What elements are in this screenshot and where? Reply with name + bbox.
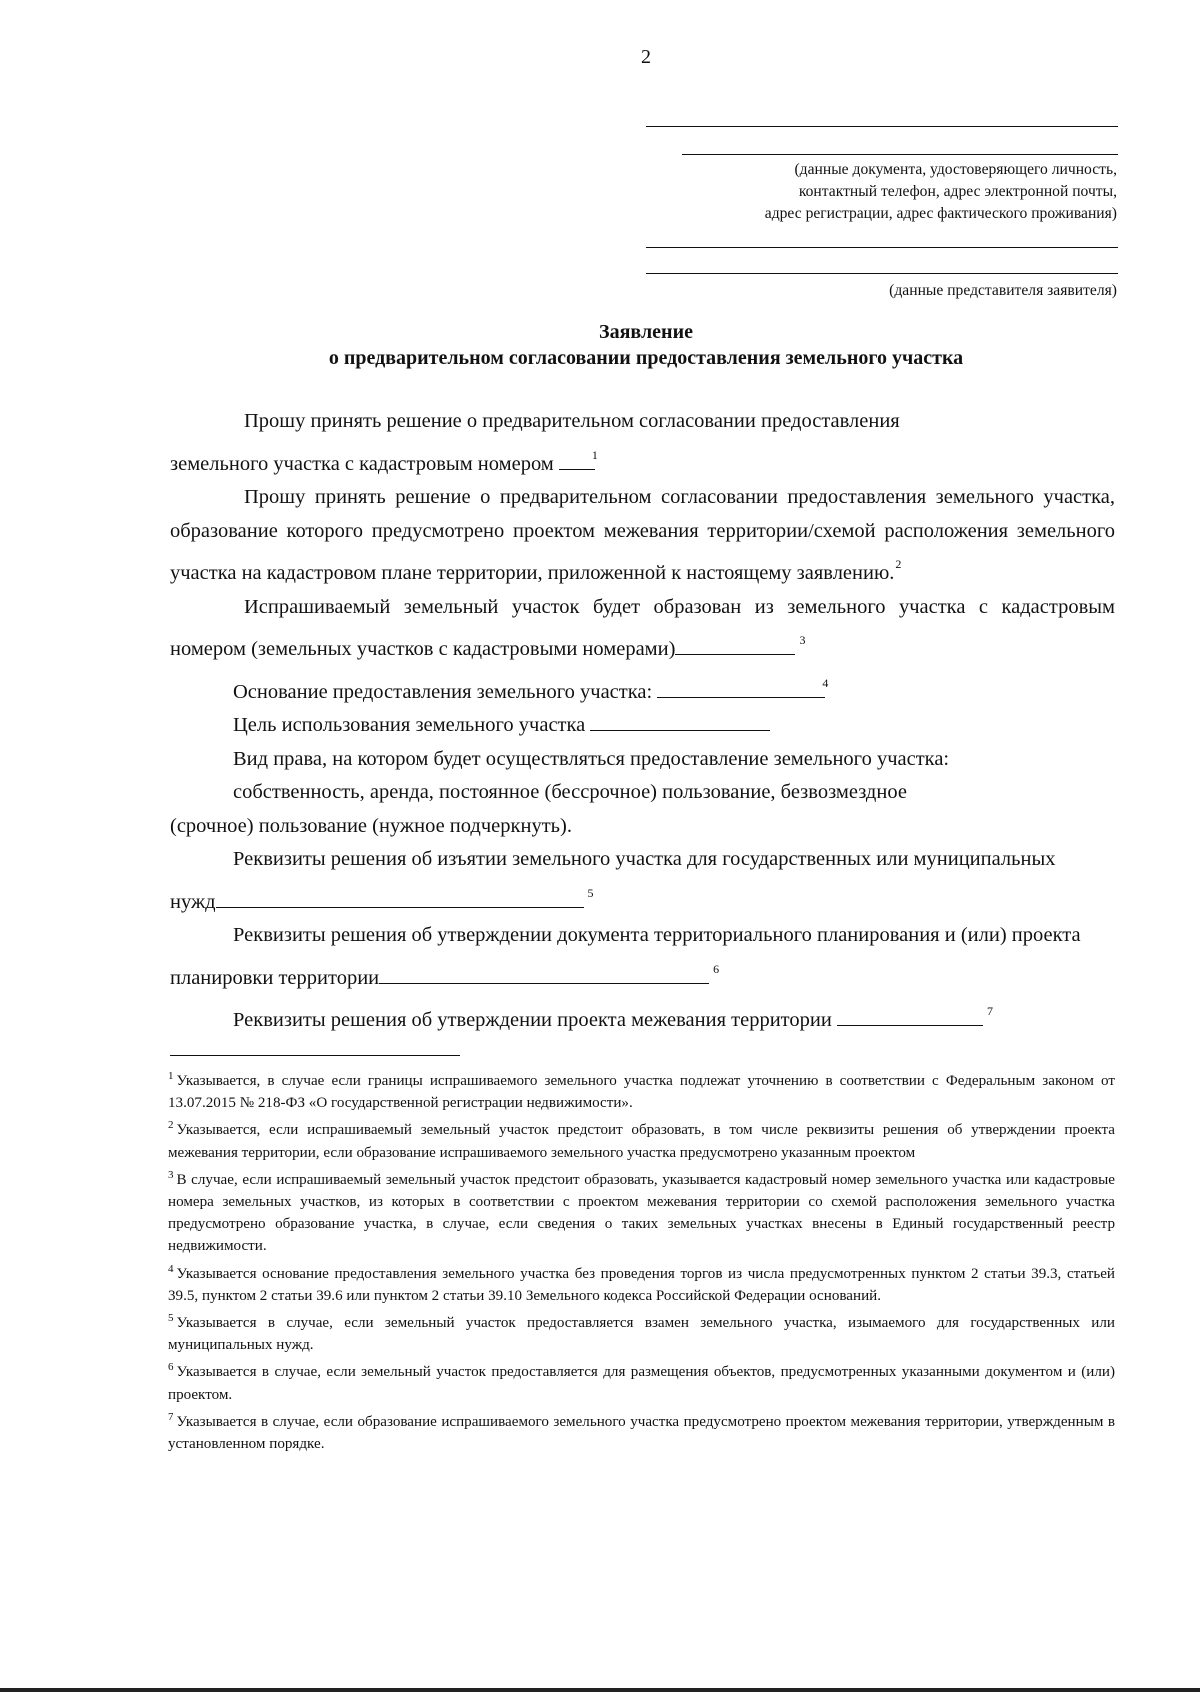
p5-text: Цель использования земельного участка xyxy=(233,714,586,736)
footnote-ref-4: 4 xyxy=(822,675,829,690)
source-parcels-field[interactable] xyxy=(675,634,795,655)
paragraph-cadastral-request xyxy=(170,405,1115,481)
applicant-note-line: адрес регистрации, адрес фактического проживания) xyxy=(764,205,1117,222)
paragraph-purpose xyxy=(170,709,1115,743)
paragraph-right-type xyxy=(170,743,1115,777)
footnote-mark: 2 xyxy=(168,1119,174,1132)
paragraph-withdrawal xyxy=(170,843,1115,919)
application-body xyxy=(170,405,1115,1038)
p9-text: Реквизиты решения об утверждении документа территориального планирования и (или) проекта планировки территории xyxy=(170,924,1081,989)
representative-blank-line-2[interactable] xyxy=(646,273,1118,274)
p1-line2: земельного участка с кадастровым номером xyxy=(170,452,554,475)
footnote-mark: 1 xyxy=(168,1070,174,1082)
p7-text[interactable]: собственность, аренда, постоянное (бессрочное) пользование, безвозмездное (срочное) пользование (нужное подчеркнуть). xyxy=(170,781,907,837)
footnote-text: Указывается, в случае если границы испрашиваемого земельного участка подлежат уточнению в соответствии с Федеральным законом от 13.07.2015 № 218-ФЗ «О государственной регистрации недвижимости». xyxy=(168,1073,1115,1112)
scan-bottom-edge xyxy=(0,1688,1200,1692)
p8-text: Реквизиты решения об изъятии земельного участка для государственных или муниципальных нужд xyxy=(170,848,1056,913)
paragraph-planning-document xyxy=(170,919,1115,995)
footnote xyxy=(168,1406,1115,1455)
footnote xyxy=(168,1114,1115,1163)
footnote-text: Указывается в случае, если земельный участок предоставляется взамен земельного участка, изымаемого для государственных или муниципальных нужд. xyxy=(168,1315,1115,1354)
title-line-2: о предварительном согласовании предоставления земельного участка xyxy=(328,347,964,369)
paragraph-right-options[interactable] xyxy=(170,776,1115,843)
paragraph-source-parcels xyxy=(170,591,1115,667)
footnote xyxy=(168,1258,1115,1307)
title-line-1: Заявление xyxy=(599,321,693,343)
document-title xyxy=(170,319,1122,371)
paragraph-formation-request xyxy=(170,481,1115,591)
footnote-mark: 7 xyxy=(168,1410,174,1423)
p3-text: Испрашиваемый земельный участок будет образован из земельного участка с кадастровым номером (земельных участков с кадастровыми номерами) xyxy=(170,595,1115,660)
basis-field[interactable] xyxy=(657,677,825,698)
applicant-note xyxy=(637,159,1117,225)
footnote-ref-2: 2 xyxy=(895,557,902,571)
paragraph-basis xyxy=(170,667,1115,710)
footnotes xyxy=(168,1065,1115,1455)
footnote-text: Указывается, если испрашиваемый земельный участок предстоит образовать, в том числе реквизиты решения об утверждении проекта межевания территории, если образование испрашиваемого земельного участка предусмотрено указанным проектом xyxy=(168,1122,1115,1161)
footnote xyxy=(168,1356,1115,1405)
applicant-blank-line-1[interactable] xyxy=(646,126,1118,127)
footnote-separator xyxy=(170,1055,460,1056)
footnote-text: Указывается основание предоставления земельного участка без проведения торгов из числа предусмотренных пунктом 2 статьи 39.3, статьей 39.5, пунктом 2 статьи 39.6 или пунктом 2 статьи 39.10 Земельного кодекса Российской Федерации оснований. xyxy=(168,1265,1115,1304)
withdrawal-details-field[interactable] xyxy=(216,887,584,908)
footnote-text: Указывается в случае, если земельный участок предоставляется для размещения объектов, предусмотренных указанными документом и (или) проектом. xyxy=(168,1364,1115,1403)
footnote-ref-5: 5 xyxy=(587,885,594,900)
p2-text: Прошу принять решение о предварительном согласовании предоставления земельного участка, образование которого предусмотрено проектом межевания территории/схемой расположения земельного участка на кадастровом плане территории, приложенной к настоящему заявлению. xyxy=(170,486,1115,584)
footnote xyxy=(168,1065,1115,1114)
applicant-note-line: (данные документа, удостоверяющего личность, xyxy=(794,161,1117,178)
paragraph-survey-project xyxy=(170,995,1115,1038)
planning-details-field[interactable] xyxy=(379,963,709,984)
footnote-mark: 4 xyxy=(168,1262,174,1275)
footnote-ref-6: 6 xyxy=(713,961,720,976)
p1-line1: Прошу принять решение о предварительном согласовании предоставления xyxy=(244,410,900,432)
page-number: 2 xyxy=(641,46,651,68)
footnote xyxy=(168,1164,1115,1258)
p4-text: Основание предоставления земельного участка: xyxy=(233,680,653,703)
footnote-text: В случае, если испрашиваемый земельный участок предстоит образовать, указывается кадастровый номер земельного участка или кадастровые номера земельных участков, из которых в соответствии с проектом межевания территории со схемой расположения земельного участка предусмотрено образование участка, в случае, если сведения о таких земельных участках внесены в Единый государственный реестр недвижимости. xyxy=(168,1171,1115,1255)
footnote-text: Указывается в случае, если образование испрашиваемого земельного участка предусмотрено проектом межевания территории, утвержденным в установленном порядке. xyxy=(168,1413,1115,1453)
footnote-mark: 3 xyxy=(168,1168,174,1181)
representative-blank-line-1[interactable] xyxy=(646,247,1118,248)
representative-note: (данные представителя заявителя) xyxy=(889,282,1117,299)
survey-project-field[interactable] xyxy=(837,1005,983,1026)
p10-text: Реквизиты решения об утверждении проекта межевания территории xyxy=(233,1009,832,1031)
footnote-ref-1: 1 xyxy=(591,447,598,462)
footnote-ref-7: 7 xyxy=(986,1004,993,1018)
applicant-note-line: контактный телефон, адрес электронной почты, xyxy=(798,183,1117,200)
footnote-mark: 5 xyxy=(168,1312,174,1325)
purpose-field[interactable] xyxy=(590,710,770,731)
footnote-ref-3: 3 xyxy=(799,633,806,647)
applicant-blank-line-2[interactable] xyxy=(682,154,1118,155)
footnote-mark: 6 xyxy=(168,1361,174,1374)
p6-text: Вид права, на котором будет осуществляться предоставление земельного участка: xyxy=(233,747,950,770)
footnote xyxy=(168,1307,1115,1356)
cadastral-number-field[interactable] xyxy=(559,449,595,470)
